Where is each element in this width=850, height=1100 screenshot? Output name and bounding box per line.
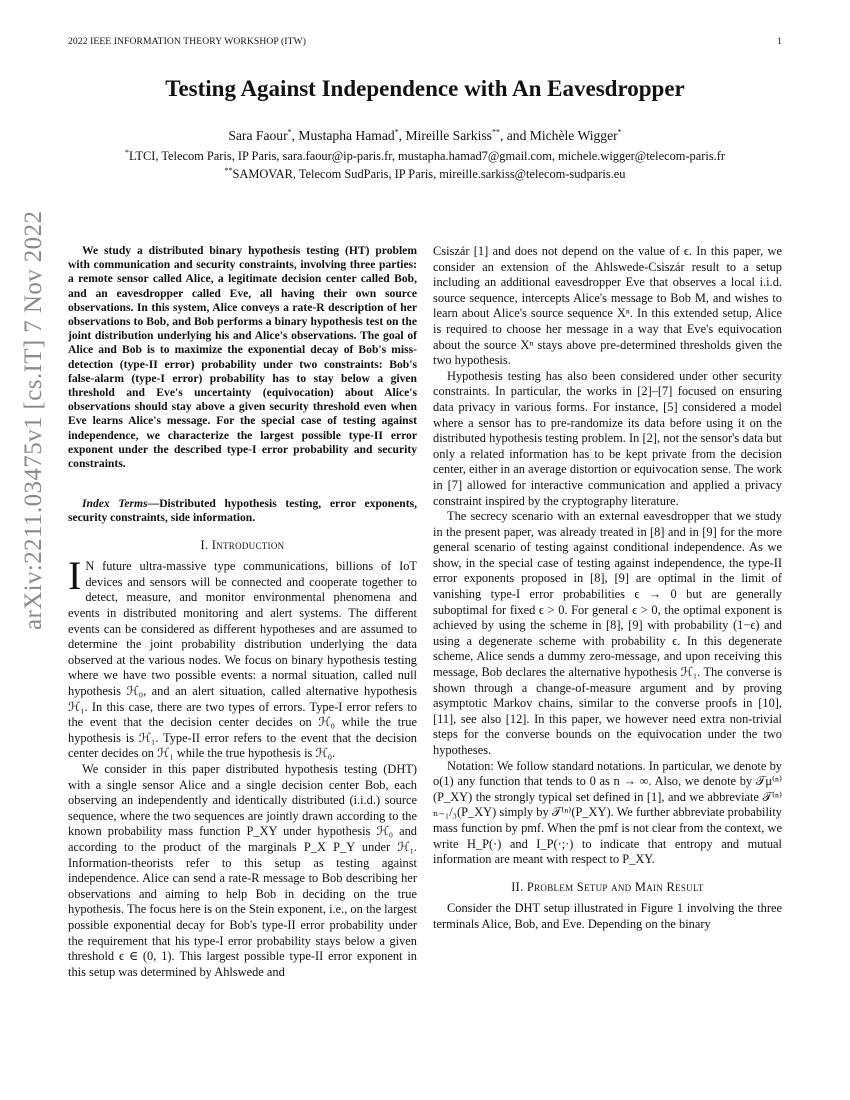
affiliation-text: LTCI, Telecom Paris, IP Paris, sara.faour@ip-paris.fr, mustapha.hamad7@gmail.com, michele.wigger@telecom-paris.fr	[128, 149, 725, 163]
affiliation-line	[0, 149, 850, 164]
author-name: , Mustapha Hamad	[291, 128, 395, 143]
affiliation-mark: **	[224, 165, 233, 175]
author-list	[0, 128, 850, 144]
page-number: 1	[777, 36, 782, 47]
author-name: , Mireille Sarkiss	[398, 128, 492, 143]
venue-header: 2022 IEEE INFORMATION THEORY WORKSHOP (ITW)	[68, 36, 307, 47]
affiliation-mark: *	[394, 127, 399, 137]
affiliation-mark: *	[124, 147, 129, 157]
author-name: Sara Faour	[228, 128, 288, 143]
abstract	[68, 244, 417, 471]
index-terms-text: —Distributed hypothesis testing, error exponents, security constraints, side information.	[68, 497, 417, 525]
paper-title: Testing Against Independence with An Eavesdropper	[165, 76, 685, 101]
paragraph	[68, 553, 417, 762]
index-terms-lead: Index Terms	[82, 497, 148, 511]
paragraph: We consider in this paper distributed hypothesis testing (DHT) with a single sensor Alice and a single decision center Bob, each observing an independently and identically distributed (i.i.d.) source sequence, where the two sequences are jointly drawn according to the known probability mass function P_XY under hypothesis ℋ₀ and according to the product of the marginals P_X P_Y under ℋ₁. Information-theorists refer to this setup as testing against independence. Alice can send a rate-R message to Bob describing her observations and aiming to help Bob in deciding on the true hypothesis. The focus here is on the Stein exponent, i.e., on the largest possible exponential decay for Bob's type-II error probability under the requirement that his type-I error probability stays below a given threshold ϵ ∈ (0, 1). This largest possible type-II error exponent in this setup was determined by Ahlswede and	[68, 761, 417, 979]
paragraph-text: N future ultra-massive type communications, billions of IoT devices and sensors will be connected and cooperate together to detect, measure, and monitor environmental phenomena and events in distributed monitoring and alert systems. The different events can be considered as different hypotheses and are assumed to determine the joint probability distribution underlying the data observed at the various nodes. We focus on binary hypothesis testing where we have two possible events: a normal situation, called null hypothesis ℋ₀, and an alert situation, called alternative hypothesis ℋ₁. In this case, there are two types of errors. Type-I error refers to the event that the decision center decides on ℋ₀ while the true hypothesis is ℋ₁. Type-II error refers to the event that the decision center decides on ℋ₁ while the true hypothesis is ℋ₀.	[68, 559, 417, 761]
abstract-text: We study a distributed binary hypothesis testing (HT) problem with communication and security constraints, involving three parties: a remote sensor called Alice, a legitimate decision center called Bob, and an eavesdropper called Eve, all having their own source observations. In this system, Alice conveys a rate-R description of her observations to Bob, and Bob performs a binary hypothesis test on the joint distribution underlying his and Alice's observations. The goal of Alice and Bob is to maximize the exponential decay of Bob's miss-detection (type-II error) probability under two constraints: Bob's false-alarm (type-I error) probability has to stay below a given threshold and Eve's uncertainty (equivocation) about Alice's observations should stay above a given security threshold even when Eve learns Alice's message. For the special case of testing against independence, we characterize the largest possible type-II error exponent under the described type-I error probability and security constraints.	[68, 244, 417, 471]
affiliation-text: SAMOVAR, Telecom SudParis, IP Paris, mireille.sarkiss@telecom-sudparis.eu	[232, 167, 626, 181]
arxiv-stamp: arXiv:2211.03475v1 [cs.IT] 7 Nov 2022	[20, 210, 47, 630]
left-column	[68, 244, 417, 980]
affiliation-mark: *	[617, 127, 622, 137]
drop-cap: I	[68, 553, 82, 599]
paragraph: Notation: We follow standard notations. In particular, we denote by o(1) any function that tends to 0 as n → ∞. Also, we denote by 𝒯μ⁽ⁿ⁾(P_XY) the strongly typical set defined in [1], and we abbreviate 𝒯⁽ⁿ⁾ₙ₋₁/₃(P_XY) simply by 𝒯⁽ⁿ⁾(P_XY). We further abbreviate probability mass function by pmf. When the pmf is not clear from the context, we write H_P(·) and I_P(·;·) to indicate that entropy and mutual information are meant with respect to P_XY.	[433, 758, 782, 867]
running-head	[68, 36, 782, 47]
paragraph: Csiszár [1] and does not depend on the value of ϵ. In this paper, we consider an extension of the Ahlswede-Csiszár result to a setup including an additional eavesdropper Eve that observes a local i.i.d. source sequence, intercepts Alice's message to Bob M, and wishes to learn about Alice's source sequence Xⁿ. In this extended setup, Alice is required to choose her message in a way that Eve's equivocation about the source Xⁿ stays above pre-determined thresholds given the two hypothesis.	[433, 244, 782, 368]
affiliation-mark: *	[287, 127, 292, 137]
paragraph: Hypothesis testing has also been considered under other security constraints. In particular, the works in [2]–[7] focused on ensuring data privacy in various forms. For instance, [5] considered a model where a sensor has to pre-randomize its data before using it on the distributed hypothesis testing problem. In [2], not the sensor's data but only a related information has to be kept private from the decision center, either in an average distortion or equivocation sense. The work in [7] allowed for interactive communication and applied a privacy constraint inspired by the cryptography literature.	[433, 368, 782, 508]
affiliation-line	[0, 167, 850, 182]
right-column	[433, 244, 782, 933]
section-heading-problem-setup: II. Problem Setup and Main Result	[511, 879, 704, 894]
section-heading-introduction: I. Introduction	[200, 537, 285, 552]
author-name: , and Michèle Wigger	[499, 128, 618, 143]
paragraph: Consider the DHT setup illustrated in Figure 1 involving the three terminals Alice, Bob, and Eve. Depending on the binary	[433, 901, 782, 931]
affiliation-mark: **	[491, 127, 500, 137]
paragraph: The secrecy scenario with an external eavesdropper that we study in the present paper, was already treated in [8] and in [9] for the more general scenario of testing against conditional independence. As we show, in the special case of testing against independence, the type-II error exponents proposed in [8], [9] are optimal in the limit of vanishing type-I error probabilities ϵ → 0 but are generally suboptimal for fixed ϵ > 0. For general ϵ > 0, the optimal exponent is achieved by using the scheme in [8], [9] with probability (1−ϵ) and using a degenerate scheme with probability ϵ. In this degenerate scheme, Alice sends a dummy zero-message, and upon receiving this message, Bob declares the alternative hypothesis ℋ₁. The converse is shown through a change-of-measure argument and by proving asymptotic Markov chains, similar to the converse proofs in [10], [11], see also [12]. In this paper, we however need extra non-trivial steps for the converse bounds on the equivocation under the two hypotheses.	[433, 509, 782, 757]
index-terms	[68, 497, 417, 525]
